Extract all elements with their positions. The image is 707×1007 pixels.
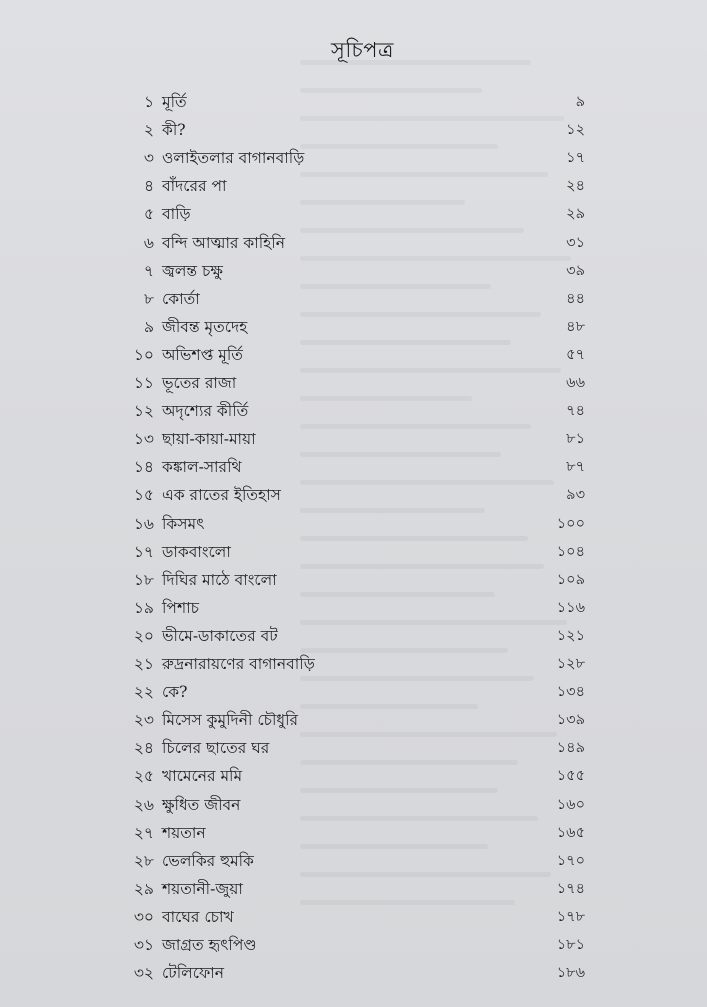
entry-title: ওলাইতলার বাগানবাড়ি: [162, 149, 305, 168]
toc-entry: [0, 200, 707, 228]
entry-number: ৮: [143, 289, 154, 308]
entry-number: ২৫: [133, 767, 154, 786]
entry-title: শয়তানী-জুয়া: [162, 879, 243, 898]
toc-entry: [0, 819, 707, 847]
entry-number: ২১: [133, 655, 154, 673]
toc-entry: [0, 397, 707, 425]
toc-entry: [0, 172, 707, 200]
entry-page-number: ৯: [575, 94, 585, 110]
entry-page-number: ৩১: [566, 234, 585, 251]
entry-title: ভীমে-ডাকাতের বট: [162, 626, 278, 645]
entry-title: কী?: [162, 121, 186, 140]
entry-number: ৭: [143, 261, 154, 280]
entry-title: ছায়া-কায়া-মায়া: [162, 430, 256, 449]
entry-title: এক রাতের ইতিহাস: [162, 486, 281, 505]
entry-number: ১৩: [133, 430, 154, 449]
entry-number: ১১: [133, 374, 154, 392]
entry-title: চিলের ছাতের ঘর: [162, 739, 270, 758]
entry-title: বাঁদরের পা: [162, 177, 227, 196]
toc-entry: [0, 594, 707, 622]
entry-number: ১৭: [133, 542, 154, 561]
entry-number: ১৯: [133, 598, 154, 617]
toc-entry: [0, 847, 707, 875]
entry-page-number: ১১৬: [556, 599, 585, 616]
entry-number: ২৮: [133, 851, 154, 870]
entry-page-number: ৭৪: [566, 403, 585, 420]
toc-entry: [0, 229, 707, 257]
entry-page-number: ১০৪: [556, 543, 585, 560]
entry-number: ২: [143, 121, 154, 140]
entry-page-number: ১৬৫: [556, 824, 585, 841]
toc-entry: [0, 510, 707, 538]
entry-page-number: ১০০: [556, 515, 585, 532]
entry-number: ৩১: [133, 936, 154, 954]
entry-title: শয়তান: [162, 823, 206, 842]
entry-number: ১০: [133, 345, 154, 364]
entry-title: অদৃশ্যের কীর্তি: [162, 402, 249, 421]
entry-number: ২০: [133, 626, 154, 645]
entry-number: ১: [143, 93, 154, 111]
toc-entry: [0, 903, 707, 931]
entry-page-number: ১৭০: [556, 852, 585, 869]
entry-title: বাড়ি: [162, 205, 191, 224]
toc-entry: [0, 931, 707, 959]
entry-number: ৫: [143, 205, 154, 224]
toc-entry: [0, 341, 707, 369]
entry-page-number: ১৩৯: [556, 712, 585, 729]
toc-entry: [0, 116, 707, 144]
entry-number: ২৭: [133, 823, 154, 842]
toc-entry: [0, 566, 707, 594]
entry-title: অভিশপ্ত মূর্তি: [162, 345, 243, 364]
entry-title: কিসমৎ: [162, 514, 205, 533]
entry-page-number: ১২৮: [556, 656, 585, 672]
entry-page-number: ১৩৪: [556, 684, 585, 701]
toc-entry: [0, 88, 707, 116]
toc-entry: [0, 481, 707, 509]
entry-title: জ্বলন্ত চক্ষু: [162, 261, 223, 280]
entry-title: কঙ্কাল-সারথি: [162, 458, 242, 477]
entry-title: টেলিফোন: [162, 964, 225, 983]
entry-title: দিঘির মাঠে বাংলো: [162, 570, 277, 589]
entry-title: খামেনের মমি: [162, 767, 243, 786]
entry-title: ডাকবাংলো: [162, 542, 231, 561]
toc-entry: [0, 678, 707, 706]
toc-entry: [0, 453, 707, 481]
entry-title: জীবন্ত মৃতদেহ: [162, 317, 248, 336]
entry-page-number: ৯৩: [566, 487, 585, 504]
toc-entry: [0, 959, 707, 987]
entry-title: মিসেস কুমুদিনী চৌধুরি: [162, 711, 299, 730]
entry-number: ১২: [133, 402, 154, 421]
entry-number: ১৫: [133, 486, 154, 505]
entry-number: ৪: [143, 177, 154, 196]
entry-number: ১৬: [133, 514, 154, 533]
toc-entry: [0, 706, 707, 734]
toc-entry: [0, 538, 707, 566]
entry-number: ১৮: [133, 570, 154, 589]
entry-number: ২৬: [133, 795, 154, 814]
entry-title: ভেলকির হুমকি: [162, 851, 254, 870]
entry-page-number: ৮৭: [566, 459, 585, 476]
entry-page-number: ৮১: [566, 431, 585, 448]
toc-entry: [0, 622, 707, 650]
entry-title: জাগ্রত হৃৎপিণ্ড: [162, 936, 257, 954]
entry-title: রুদ্রনারায়ণের বাগানবাড়ি: [162, 655, 315, 673]
toc-entry: [0, 144, 707, 172]
toc-entry: [0, 734, 707, 762]
entry-page-number: ১৪৯: [556, 740, 585, 757]
toc-entry: [0, 285, 707, 313]
entry-number: ৯: [143, 317, 154, 336]
entry-page-number: ১২১: [556, 627, 585, 644]
entry-title: ক্ষুধিত জীবন: [162, 795, 241, 814]
page-title: সূচিপত্র: [331, 38, 394, 62]
toc-entry: [0, 257, 707, 285]
entry-title: পিশাচ: [162, 598, 199, 617]
entry-number: ১৪: [133, 458, 154, 477]
entry-page-number: ৩৯: [566, 262, 585, 279]
entry-number: ৬: [143, 233, 154, 252]
entry-page-number: ৪৮: [566, 318, 585, 335]
entry-number: ২২: [133, 683, 154, 702]
entry-number: ২৯: [133, 879, 154, 898]
entry-page-number: ২৪: [566, 178, 585, 195]
toc-entry: [0, 369, 707, 397]
entry-page-number: ১৭৪: [556, 880, 585, 897]
entry-number: ৩: [143, 149, 154, 168]
entry-title: কে?: [162, 683, 188, 702]
entry-number: ৩২: [133, 964, 154, 983]
entry-title: কোর্তা: [162, 289, 200, 308]
entry-title: ভূতের রাজা: [162, 374, 237, 392]
entry-page-number: ১২: [566, 122, 585, 139]
toc-entry: [0, 313, 707, 341]
entry-page-number: ১৭৮: [556, 908, 585, 925]
entry-title: মূর্তি: [162, 93, 187, 111]
entry-page-number: ১৭: [566, 150, 585, 167]
entry-page-number: ২৯: [566, 206, 585, 223]
entry-number: ২৩: [133, 711, 154, 730]
entry-page-number: ৫৭: [566, 346, 585, 363]
entry-number: ২৪: [133, 739, 154, 758]
entry-page-number: ৪৪: [566, 290, 585, 307]
entry-page-number: ১৬০: [556, 796, 585, 813]
toc-entry: [0, 762, 707, 790]
toc-entry: [0, 791, 707, 819]
entry-page-number: ১০৯: [556, 571, 585, 588]
toc-entry: [0, 875, 707, 903]
entry-page-number: ১৮১: [556, 937, 585, 953]
entry-page-number: ৬৬: [566, 375, 585, 391]
toc-entry: [0, 425, 707, 453]
entry-page-number: ১৮৬: [556, 965, 585, 982]
entry-page-number: ১৫৫: [556, 768, 585, 785]
entry-title: বন্দি আত্মার কাহিনি: [162, 233, 285, 252]
entry-number: ৩০: [133, 907, 154, 926]
toc-entry: [0, 650, 707, 678]
entry-title: বাঘের চোখ: [162, 907, 234, 926]
